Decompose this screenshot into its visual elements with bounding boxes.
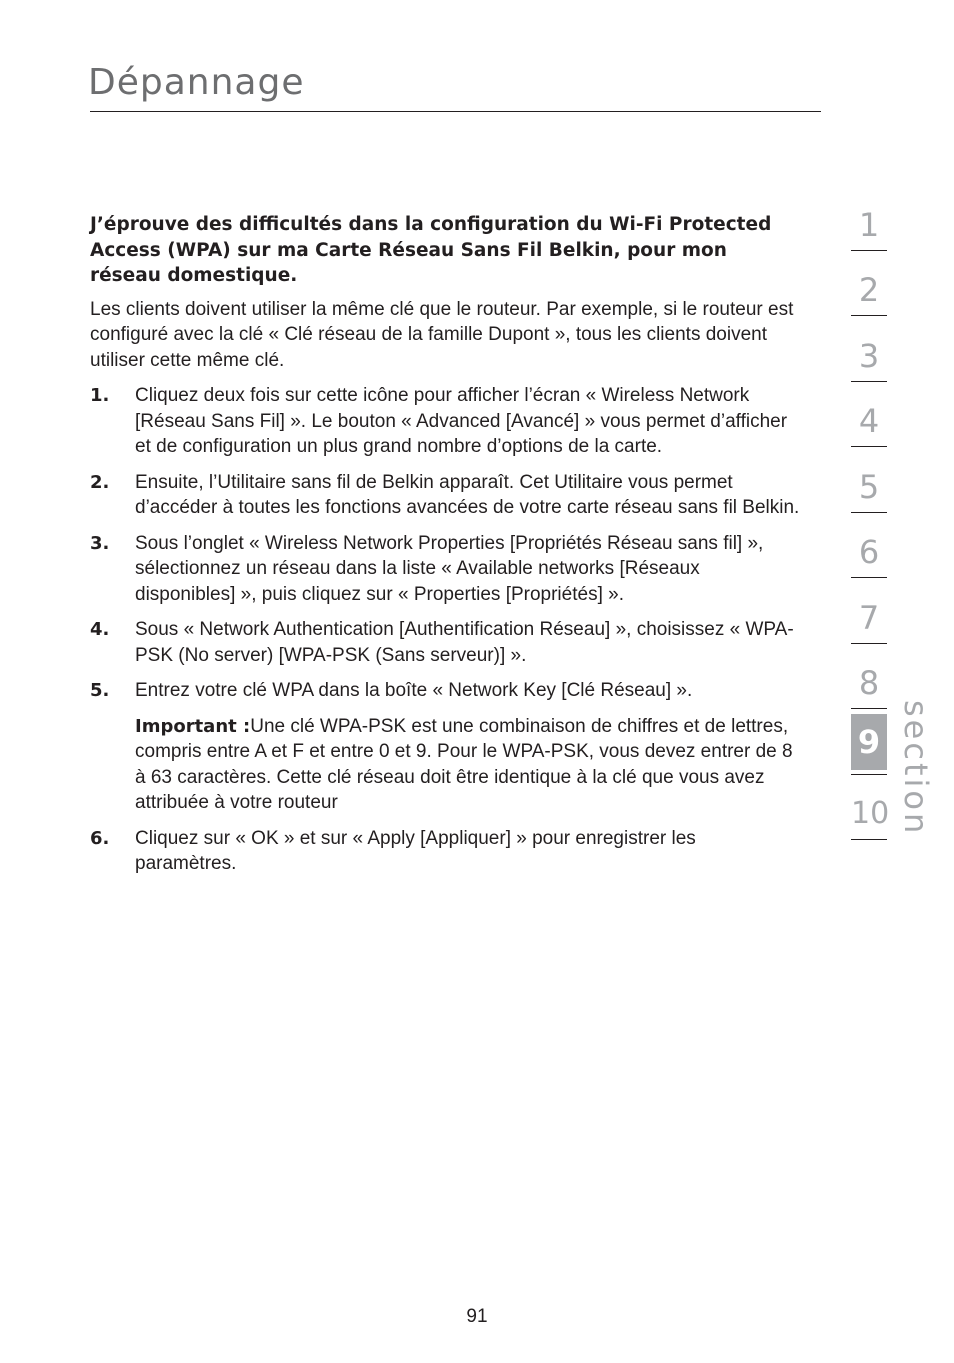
section-tab-8[interactable]: 8: [851, 644, 887, 710]
section-tab-1[interactable]: 1: [851, 185, 887, 251]
step-text: Cliquez sur « OK » et sur « Apply [Appliquer] » pour enregistrer les paramètres.: [135, 827, 696, 874]
step-number: 1.: [90, 385, 110, 406]
list-item: [90, 531, 802, 608]
list-item: [90, 617, 802, 668]
section-tab-3[interactable]: 3: [851, 316, 887, 382]
step-number: 6.: [90, 827, 110, 849]
section-tab-5[interactable]: 5: [851, 447, 887, 513]
note-text: Une clé WPA-PSK est une combinaison de chiffres et de lettres, compris entre A et F et entre 0 et 9. Pour le WPA-PSK, vous devez entrer de 8 à 63 caractères. Cette clé réseau doit être identique à la clé que vous avez attribuée à votre routeur: [135, 715, 793, 813]
list-item: [90, 826, 802, 877]
section-tab-10[interactable]: 10: [851, 775, 887, 841]
page-number: 91: [466, 1306, 488, 1327]
list-item: [90, 383, 802, 460]
list-item: [90, 470, 802, 521]
section-tab-6[interactable]: 6: [851, 513, 887, 579]
page-title: Dépannage: [88, 62, 305, 103]
step-number: 4.: [90, 619, 110, 640]
step-text: Cliquez deux fois sur cette icône pour afficher l’écran « Wireless Network [Réseau Sans Fil] ». Le bouton « Advanced [Avancé] » vous permet d’afficher et de configuration un plus grand nombre d’options de la carte.: [135, 385, 788, 457]
step-text: Entrez votre clé WPA dans la boîte « Network Key [Clé Réseau] ».: [135, 680, 693, 701]
section-tab-7[interactable]: 7: [851, 578, 887, 644]
step-number: 3.: [90, 532, 110, 554]
section-tab-9[interactable]: 9: [851, 709, 887, 775]
intro-paragraph: Les clients doivent utiliser la même clé que le routeur. Par exemple, si le routeur est configuré avec la clé « Clé réseau de la famille Dupont », tous les clients doivent utiliser cette même clé.: [90, 298, 794, 371]
note-label: Important :: [135, 715, 251, 737]
section-heading: J’éprouve des difficultés dans la configuration du Wi-Fi Protected Access (WPA) sur ma Carte Réseau Sans Fil Belkin, pour mon réseau domestique.: [90, 214, 772, 286]
step-text: Sous « Network Authentication [Authentification Réseau] », choisissez « WPA-PSK (No server) [WPA-PSK (Sans serveur)] ».: [135, 619, 794, 666]
step-number: 2.: [90, 471, 110, 493]
section-tab-4[interactable]: 4: [851, 382, 887, 448]
section-tab-2[interactable]: 2: [851, 251, 887, 317]
list-item: [90, 678, 802, 816]
section-nav: [851, 185, 890, 840]
step-text: Sous l’onglet « Wireless Network Properties [Propriétés Réseau sans fil] », sélectionnez un réseau dans la liste « Available networks [Réseaux disponibles] », puis cliquez sur « Properties [Propriétés] ».: [135, 532, 764, 605]
main-content: [90, 212, 802, 887]
step-text: Ensuite, l’Utilitaire sans fil de Belkin apparaît. Cet Utilitaire vous permet d’accéder à toutes les fonctions avancées de votre carte réseau sans fil Belkin.: [135, 471, 800, 518]
title-rule: [90, 111, 821, 112]
important-note: [135, 714, 802, 816]
step-number: 5.: [90, 680, 110, 701]
section-label: section: [897, 700, 935, 837]
steps-list: [90, 383, 802, 877]
